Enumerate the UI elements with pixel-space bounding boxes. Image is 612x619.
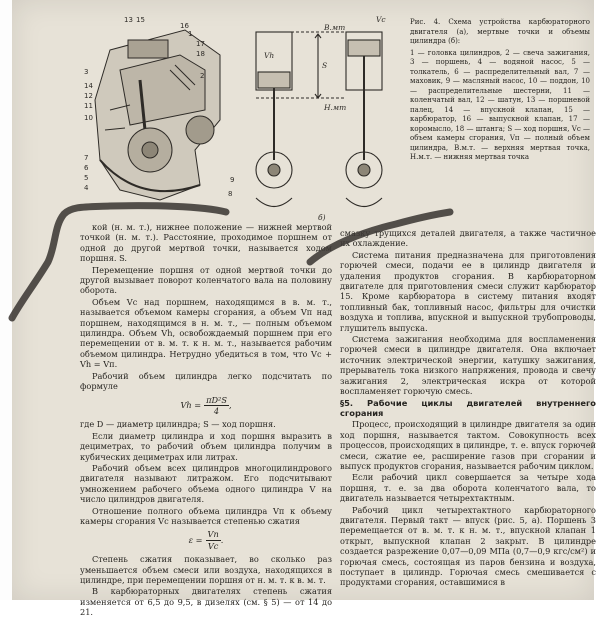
callout-12: 12 (84, 92, 93, 100)
paragraph: Рабочий объем всех цилиндров многоцилиндрового двигателя называют литражом. Его подсчитывают умножением рабочего объема одного цилиндра V на число цилиндров двигателя. (80, 462, 332, 505)
bmt-label: В.мт (324, 23, 346, 32)
callout-18: 18 (196, 50, 205, 58)
scan-margin (0, 0, 12, 600)
callout-16: 16 (180, 22, 189, 30)
paragraph: Перемещение поршня от одной мертвой точки до другой вызывает поворот коленчатого вала на половину оборота. (80, 264, 332, 296)
callout-1: 1 (188, 30, 193, 38)
vh-label: Vh (264, 51, 275, 60)
working-volume-formula (80, 395, 332, 417)
paragraph: кой (н. м. т.), нижнее положение — нижней мертвой точкой (н. м. т.). Расстояние, проходимое поршнем от одной до другой мертвой точки, называется ходом поршня. S. (80, 222, 332, 264)
engine-cross-section-figure (70, 10, 240, 210)
figure-caption (410, 18, 590, 163)
paragraph: Если рабочий цикл совершается за четыре хода поршня, т. е. за два оборота коленчатого вала, то двигатель называется четырехтактным. (340, 472, 596, 504)
callout-9: 9 (230, 176, 235, 184)
book-page (12, 0, 596, 618)
section-heading: §5. Рабочие циклы двигателей внутреннего сгорания (340, 397, 596, 418)
left-text-column (80, 222, 332, 619)
right-text-column (340, 228, 596, 589)
formula-numerator: πD²S (206, 394, 227, 405)
formula-denominator: 4 (213, 405, 220, 416)
paragraph: Система зажигания необходима для воспламенения горючей смеси в цилиндре двигателя. Она включает источник электрической энергии, катушку зажигания, прерыватель тока низкого напряжения, провода и свечу зажигания 2, электрическая искра от которой воспламеняет горючую смесь. (340, 334, 596, 397)
paragraph: где D — диаметр цилиндра; S — ход поршня. (80, 419, 276, 430)
callout-8: 8 (228, 190, 233, 198)
figure-caption-body: 1 — головка цилиндров, 2 — свеча зажигания, 3 — поршень, 4 — водяной насос, 5 — толкатель, 6 — распределительный вал, 7 — маховик, 9 — масляный насос, 10 — поддон, 10 — распределительные шестерни, 11 — коленчатый вал, 12 — шатун, 13 — поршневой палец, 14 — впускной клапан, 15 — карбюратор, 16 — выпускной клапан, 17 — коромысло, 18 — штанга; S — ход поршня, Vс — объем камеры сгорания, Vп — полный объем цилиндра, В.м.т. — верхняя мертвая точка, Н.м.т. — нижняя мертвая точка (410, 48, 590, 161)
paragraph: Степень сжатия показывает, во сколько раз уменьшается объем смеси или воздуха, находящихся в цилиндре, при перемещении поршня от н. м. т. к в. м. т. (80, 554, 332, 585)
formula-numerator: Vп (207, 529, 219, 540)
callout-6: 6 (84, 164, 89, 172)
callout-10: 10 (84, 114, 93, 122)
s-label: S (322, 61, 328, 70)
formula-tail: . (220, 535, 224, 546)
paragraph: Рабочий объем цилиндра легко подсчитать по формуле (80, 370, 332, 392)
callout-15: 15 (136, 16, 145, 24)
paragraph: смазку трущихся деталей двигателя, а также частичное их охлаждение. (340, 228, 596, 249)
paragraph: Система питания предназначена для приготовления горючей смеси, подачи ее в цилиндр двигателя и удаления продуктов сгорания. В карбюраторном двигателе для приготовления смеси служит карбюратор 15. Кроме карбюратора в систему питания входят топливный бак, топливный насос, фильтры для очистки воздуха и топлива, впускной и выпускной трубопроводы, глушитель выпуска. (340, 249, 596, 333)
figure-b-label: б) (318, 213, 326, 222)
hmt-label: Н.мт (324, 103, 347, 112)
callout-3: 3 (84, 68, 89, 76)
formula-tail: , (228, 400, 232, 411)
callout-14: 14 (84, 82, 93, 90)
vc-label: Vc (376, 15, 386, 24)
formula-denominator: Vc (207, 540, 219, 551)
cylinder-volumes-diagram (242, 10, 402, 225)
callout-5: 5 (84, 174, 89, 182)
callout-4: 4 (84, 184, 89, 192)
callout-7: 7 (84, 154, 89, 162)
callout-17: 17 (196, 40, 205, 48)
paragraph: Отношение полного объема цилиндра Vп к объему камеры сгорания Vc называется степенью сжатия (80, 505, 332, 526)
paragraph: Объем Vc над поршнем, находящимся в в. м. т., называется объемом камеры сгорания, а объем Vп над поршнем, находящимся в н. м. т., — полным объемом цилиндра. Объем Vh, освобождаемый поршнем при его перемещении от в. м. т. к н. м. т., называется рабочим объемом цилиндра. Нетрудно убедиться в том, что Vc + Vh = Vп. (80, 296, 332, 370)
paragraph: В карбюраторных двигателях степень сжатия изменяется от 6,5 до 9,5, в дизелях (см. § 5) — от 14 до 21. (80, 586, 332, 618)
formula-lhs: Vh = (180, 400, 202, 411)
callout-13: 13 (124, 16, 133, 24)
formula-fraction (204, 395, 229, 417)
paragraph: Процесс, происходящий в цилиндре двигателя за один ход поршня, называется тактом. Совокупность всех процессов, происходящих в цилиндре, т. е. впуск горючей смеси, сжатие ее, расширение газов при сгорании и выпуск продуктов сгорания, называется рабочим циклом. (340, 419, 596, 471)
figure-caption-title: Рис. 4. Схема устройства карбюраторного двигателя (а), мертвые точки и объемы цилиндра (б): (410, 18, 590, 45)
paragraph: Если диаметр цилиндра и ход поршня выразить в дециметрах, то рабочий объем цилиндра получим в кубических дециметрах или литрах. (80, 430, 332, 462)
formula-fraction (206, 529, 221, 551)
compression-ratio-formula (80, 529, 332, 551)
callout-11: 11 (84, 102, 93, 110)
formula-lhs: ε = (188, 535, 203, 546)
callout-2: 2 (200, 72, 205, 80)
paragraph: Рабочий цикл четырехтактного карбюраторного двигателя. Первый такт — впуск (рис. 5, а). Поршень 3 перемещается от в. м. т. к н. м. т., впускной клапан 1 открыт, выпускной клапан 2 закрыт. В цилиндре создается разрежение 0,07—0,09 МПа (0,7—0,9 кгс/см²) и горючая смесь, состоящая из паров бензина и воздуха, поступает в цилиндр. Горючая смесь смешивается с продуктами сгорания, оставшимися в (340, 504, 596, 588)
